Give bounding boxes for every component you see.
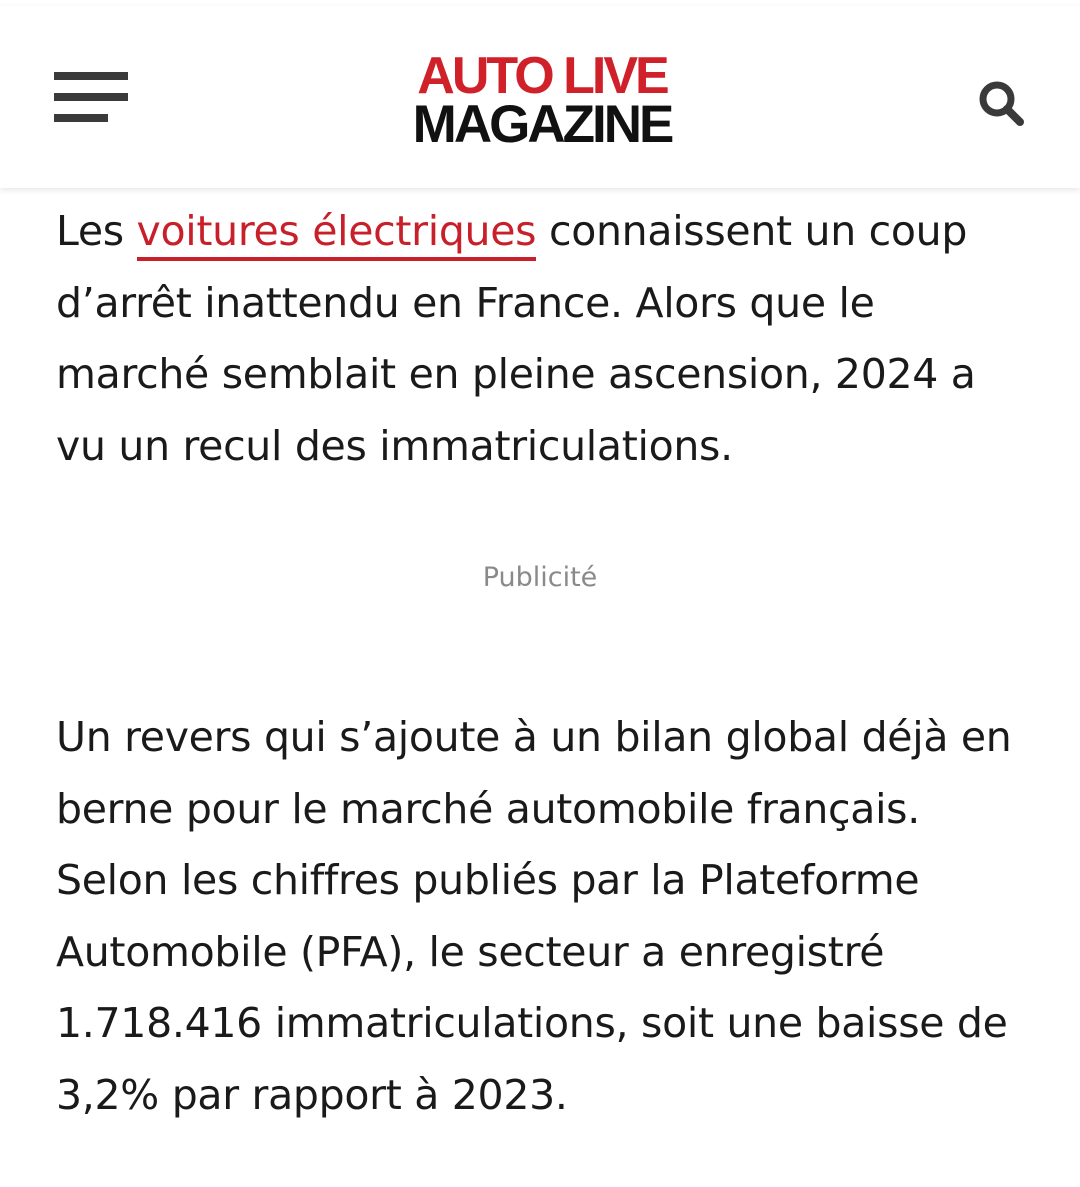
site-logo[interactable] bbox=[392, 47, 692, 154]
paragraph-1-intro: Les bbox=[56, 207, 137, 255]
article-body bbox=[56, 196, 1024, 482]
site-header bbox=[0, 6, 1080, 188]
ad-label: Publicité bbox=[482, 562, 598, 593]
electric-cars-link[interactable]: voitures électriques bbox=[137, 207, 537, 261]
article-paragraph-2: Un revers qui s’ajoute à un bilan global déjà en berne pour le marché automobile français. Selon les chiffres publiés par la Plateforme Automobile (PFA), le secteur a enregistré 1.718.416 immatriculations, soit une baisse de 3,2% par rapport à 2023. bbox=[56, 713, 1012, 1119]
paragraph-1-rest: connaissent un coup d’arrêt inattendu en France. Alors que le marché semblait en pleine ascension, 2024 a vu un recul des immatriculations. bbox=[56, 207, 976, 470]
logo-line-magazine: MAGAZINE bbox=[412, 95, 672, 154]
menu-line-top bbox=[54, 72, 128, 80]
article-paragraph-1 bbox=[56, 196, 1024, 482]
hamburger-menu-icon[interactable] bbox=[54, 70, 128, 124]
logo-line-auto-live: AUTO LIVE bbox=[417, 47, 667, 105]
search-icon[interactable] bbox=[976, 78, 1028, 130]
menu-line-bottom bbox=[54, 114, 108, 122]
menu-line-middle bbox=[54, 93, 128, 101]
